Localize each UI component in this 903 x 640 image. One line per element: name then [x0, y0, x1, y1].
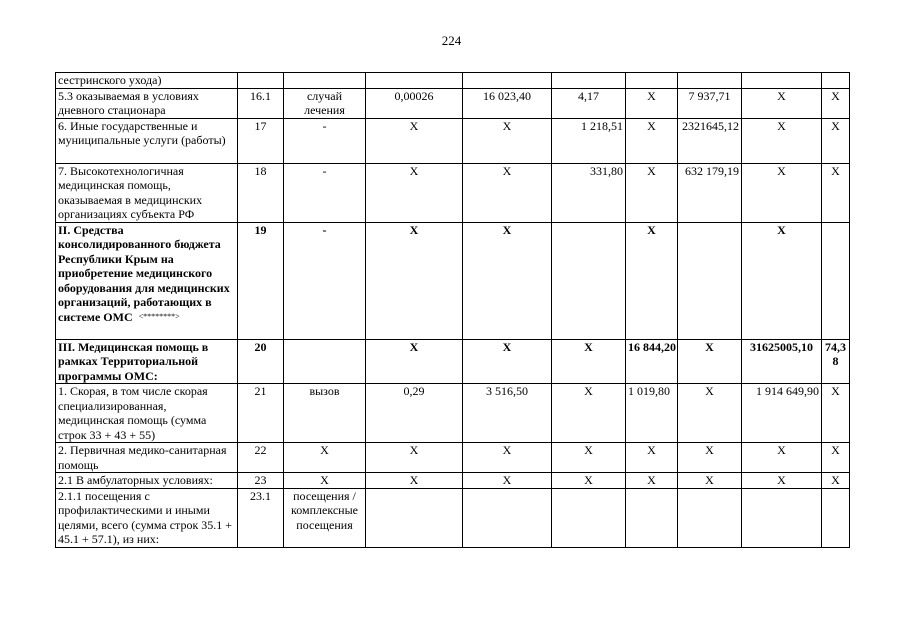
page-number: 224 — [441, 33, 462, 48]
row-name: 2.1 В амбулаторных условиях: — [56, 473, 238, 489]
cell-col10 — [822, 222, 850, 339]
cell-col9: Х — [742, 88, 822, 118]
row-unit: Х — [284, 473, 366, 489]
cell-col9: Х — [742, 443, 822, 473]
cell-col8: Х — [678, 473, 742, 489]
row-name: 2. Первичная медико-санитарная помощь — [56, 443, 238, 473]
cell-col6: Х — [552, 384, 626, 443]
table-row — [56, 473, 850, 489]
cell-col6 — [552, 222, 626, 339]
row-number: 18 — [238, 163, 284, 222]
cell-col4: 0,00026 — [366, 88, 463, 118]
row-number: 17 — [238, 118, 284, 163]
cell-col8: 632 179,19 — [678, 163, 742, 222]
cell-col8 — [678, 488, 742, 547]
table-row — [56, 88, 850, 118]
row-number: 20 — [238, 339, 284, 384]
footnote-marker: <********> — [138, 311, 180, 321]
cell-col10: Х — [822, 88, 850, 118]
cell-col6: Х — [552, 339, 626, 384]
cell-col4: Х — [366, 339, 463, 384]
table-row — [56, 384, 850, 443]
row-unit — [284, 73, 366, 89]
cell-col7: 16 844,20 — [626, 339, 678, 384]
row-number: 16.1 — [238, 88, 284, 118]
table-row — [56, 163, 850, 222]
financing-table — [55, 72, 850, 548]
row-unit: - — [284, 222, 366, 339]
cell-col5 — [463, 488, 552, 547]
cell-col7 — [626, 488, 678, 547]
cell-col4: Х — [366, 473, 463, 489]
cell-col10: 74,38 — [822, 339, 850, 384]
table-row — [56, 339, 850, 384]
cell-col4: Х — [366, 118, 463, 163]
cell-col6: 4,17 — [552, 88, 626, 118]
row-number: 19 — [238, 222, 284, 339]
cell-col5: 3 516,50 — [463, 384, 552, 443]
cell-col7: Х — [626, 473, 678, 489]
cell-col4: 0,29 — [366, 384, 463, 443]
cell-col6: Х — [552, 443, 626, 473]
cell-col7: Х — [626, 88, 678, 118]
row-name: 7. Высокотехнологичная медицинская помощь, оказываемая в медицинских организациях субъекта РФ — [56, 163, 238, 222]
row-number: 23 — [238, 473, 284, 489]
cell-col6 — [552, 488, 626, 547]
cell-col10: Х — [822, 384, 850, 443]
cell-col10: Х — [822, 163, 850, 222]
cell-col7: Х — [626, 118, 678, 163]
row-unit: посещения / комплексные посещения — [284, 488, 366, 547]
cell-col8: Х — [678, 443, 742, 473]
cell-col4: Х — [366, 222, 463, 339]
row-number — [238, 73, 284, 89]
row-name: 6. Иные государственные и муниципальные услуги (работы) — [56, 118, 238, 163]
cell-col8: Х — [678, 384, 742, 443]
cell-col8: Х — [678, 339, 742, 384]
table-row — [56, 222, 850, 339]
row-unit: вызов — [284, 384, 366, 443]
cell-col10: Х — [822, 118, 850, 163]
row-unit: - — [284, 163, 366, 222]
cell-col9: Х — [742, 118, 822, 163]
row-name — [56, 222, 238, 339]
row-unit: Х — [284, 443, 366, 473]
row-number: 22 — [238, 443, 284, 473]
row-unit: - — [284, 118, 366, 163]
table-row — [56, 118, 850, 163]
cell-col4: Х — [366, 163, 463, 222]
cell-col7: Х — [626, 443, 678, 473]
cell-col5: 16 023,40 — [463, 88, 552, 118]
cell-col5: Х — [463, 339, 552, 384]
table-row — [56, 73, 850, 89]
cell-col7 — [626, 73, 678, 89]
cell-col8: 7 937,71 — [678, 88, 742, 118]
row-unit: случай лечения — [284, 88, 366, 118]
row-name: 1. Скорая, в том числе скорая специализированная, медицинская помощь (сумма строк 33 + 43 + 55) — [56, 384, 238, 443]
cell-col10 — [822, 73, 850, 89]
row-name: III. Медицинская помощь в рамках Территориальной программы ОМС: — [56, 339, 238, 384]
cell-col4 — [366, 73, 463, 89]
cell-col8 — [678, 222, 742, 339]
cell-col10: Х — [822, 443, 850, 473]
cell-col6: 1 218,51 — [552, 118, 626, 163]
row-name: 5.3 оказываемая в условиях дневного стационара — [56, 88, 238, 118]
cell-col6 — [552, 73, 626, 89]
row-number: 21 — [238, 384, 284, 443]
cell-col9: 31625005,10 — [742, 339, 822, 384]
row-name: 2.1.1 посещения с профилактическими и иными целями, всего (сумма строк 35.1 + 45.1 + 57.1), из них: — [56, 488, 238, 547]
cell-col6: Х — [552, 473, 626, 489]
cell-col10 — [822, 488, 850, 547]
cell-col8: 2321645,12 — [678, 118, 742, 163]
cell-col9: Х — [742, 473, 822, 489]
cell-col5: Х — [463, 222, 552, 339]
cell-col9: 1 914 649,90 — [742, 384, 822, 443]
table-row — [56, 488, 850, 547]
cell-col5: Х — [463, 473, 552, 489]
cell-col9: Х — [742, 222, 822, 339]
cell-col5 — [463, 73, 552, 89]
cell-col5: Х — [463, 443, 552, 473]
cell-col4: Х — [366, 443, 463, 473]
cell-col10: Х — [822, 473, 850, 489]
cell-col7: 1 019,80 — [626, 384, 678, 443]
cell-col7: Х — [626, 222, 678, 339]
cell-col5: Х — [463, 118, 552, 163]
cell-col9 — [742, 73, 822, 89]
row-number: 23.1 — [238, 488, 284, 547]
cell-col5: Х — [463, 163, 552, 222]
cell-col6: 331,80 — [552, 163, 626, 222]
row-name: сестринского ухода) — [56, 73, 238, 89]
row-name-text: II. Средства консолидированного бюджета Республики Крым на приобретение медицинского оборудования для медицинских организаций, работающих в системе ОМС — [58, 222, 230, 324]
cell-col9: Х — [742, 163, 822, 222]
row-unit — [284, 339, 366, 384]
cell-col9 — [742, 488, 822, 547]
table-row — [56, 443, 850, 473]
cell-col7: Х — [626, 163, 678, 222]
cell-col8 — [678, 73, 742, 89]
cell-col4 — [366, 488, 463, 547]
